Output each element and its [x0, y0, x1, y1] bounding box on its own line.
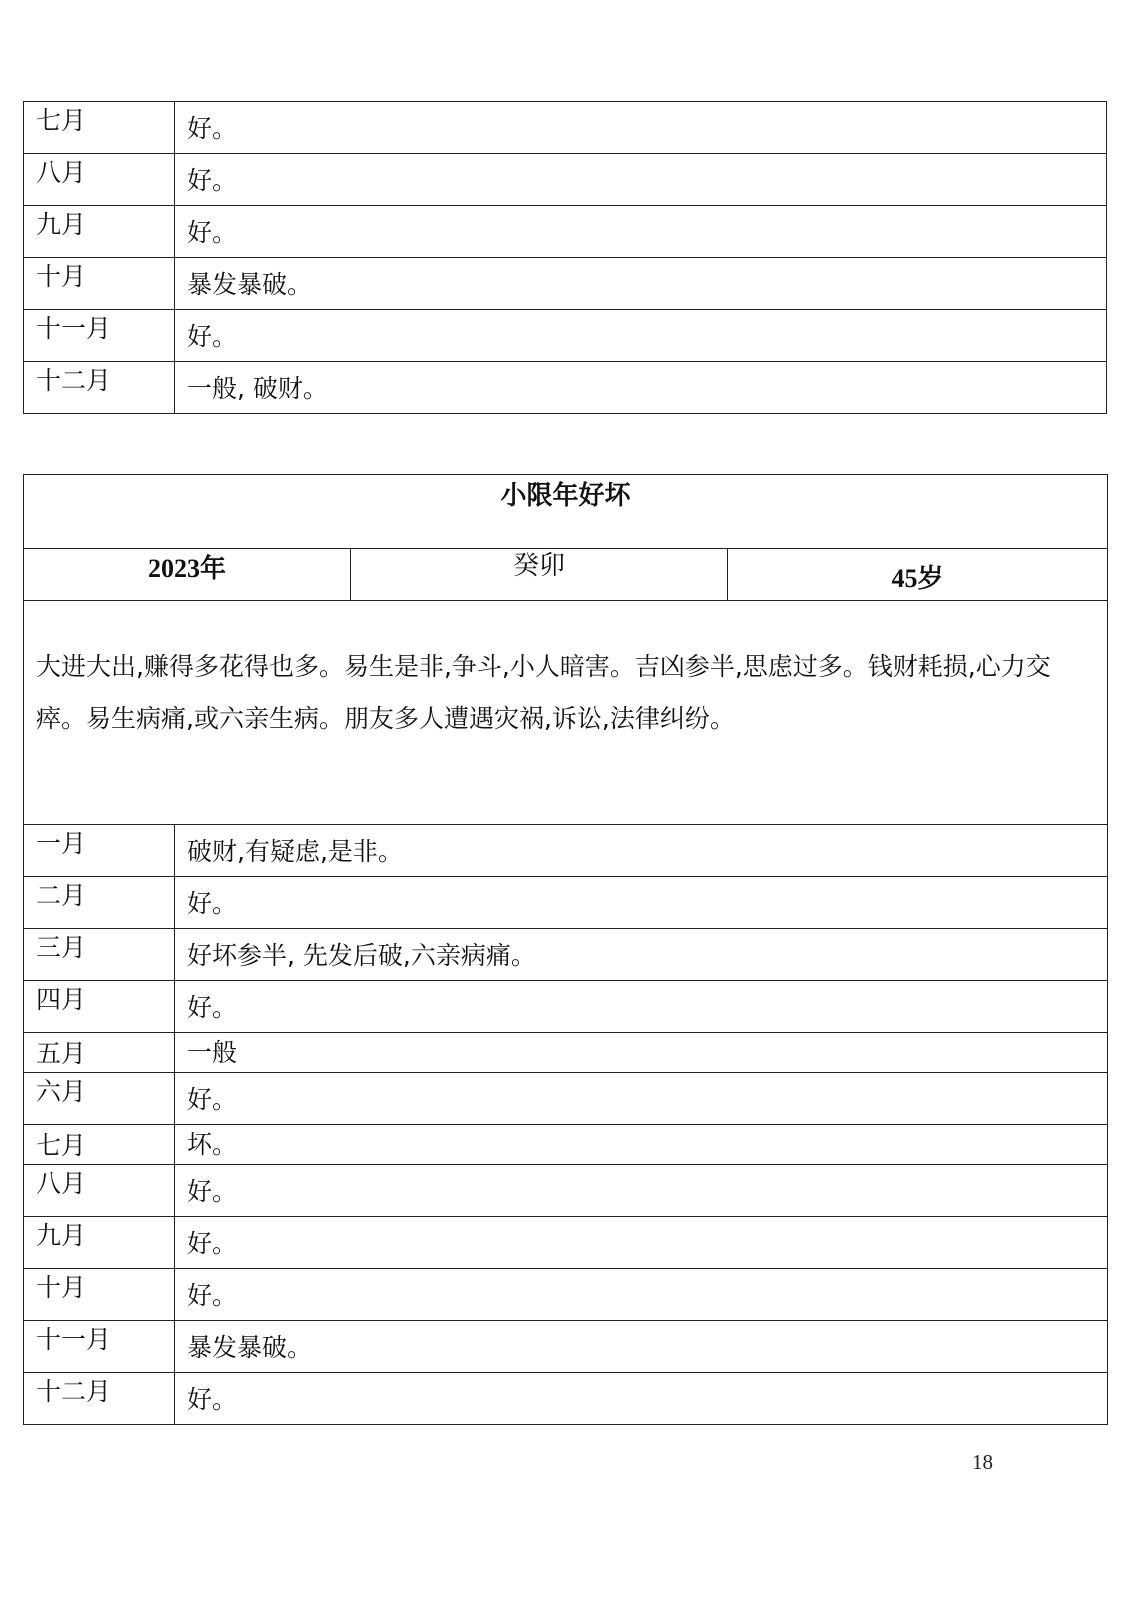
- month-fortune-text: 好。: [175, 102, 1107, 154]
- month-label: 九月: [24, 206, 175, 258]
- table-row: [24, 825, 1108, 877]
- age-label: 45岁: [728, 549, 1108, 601]
- table-row: [24, 1125, 1108, 1165]
- month-label: 一月: [24, 825, 175, 877]
- month-label: 五月: [24, 1033, 175, 1073]
- table-row: [24, 206, 1107, 258]
- table-row: [24, 1217, 1108, 1269]
- summary-row: [24, 601, 1108, 825]
- yearly-fortune-table: [23, 474, 1108, 1425]
- month-label: 十一月: [24, 1321, 175, 1373]
- month-fortune-text: 好。: [175, 310, 1107, 362]
- table-row: [24, 154, 1107, 206]
- month-fortune-text: 好。: [175, 877, 1108, 929]
- monthly-fortune-table-top: [23, 101, 1107, 414]
- month-label: 七月: [24, 1125, 175, 1165]
- table-row: [24, 102, 1107, 154]
- month-label: 六月: [24, 1073, 175, 1125]
- month-fortune-text: 暴发暴破。: [175, 258, 1107, 310]
- month-fortune-text: 坏。: [175, 1125, 1108, 1165]
- month-label: 二月: [24, 877, 175, 929]
- table-row: [24, 310, 1107, 362]
- table-row: [24, 1373, 1108, 1425]
- month-label: 十月: [24, 258, 175, 310]
- table-row: [24, 258, 1107, 310]
- month-fortune-text: 好。: [175, 206, 1107, 258]
- month-label: 十二月: [24, 1373, 175, 1425]
- month-label: 八月: [24, 154, 175, 206]
- year-label: 2023年: [24, 549, 351, 601]
- month-label: 十一月: [24, 310, 175, 362]
- page-number: 18: [972, 1450, 993, 1474]
- table-row: [24, 1321, 1108, 1373]
- table-row: [24, 1033, 1108, 1073]
- ganzhi-label: 癸卯: [351, 549, 728, 601]
- table-row: [24, 877, 1108, 929]
- month-fortune-text: 好。: [175, 1217, 1108, 1269]
- year-header-row: [24, 549, 1108, 601]
- month-label: 十月: [24, 1269, 175, 1321]
- table-row: [24, 929, 1108, 981]
- month-fortune-text: 破财,有疑虑,是非。: [175, 825, 1108, 877]
- month-label: 十二月: [24, 362, 175, 414]
- table-title: 小限年好坏: [24, 475, 1108, 549]
- table-row: [24, 362, 1107, 414]
- month-fortune-text: 好。: [175, 1373, 1108, 1425]
- month-label: 七月: [24, 102, 175, 154]
- month-label: 三月: [24, 929, 175, 981]
- month-fortune-text: 一般: [175, 1033, 1108, 1073]
- title-row: [24, 475, 1108, 549]
- month-fortune-text: 好。: [175, 1269, 1108, 1321]
- table-row: [24, 1073, 1108, 1125]
- month-fortune-text: 好。: [175, 154, 1107, 206]
- month-fortune-text: 好。: [175, 981, 1108, 1033]
- month-label: 四月: [24, 981, 175, 1033]
- table-row: [24, 981, 1108, 1033]
- year-summary-text: 大进大出,赚得多花得也多。易生是非,争斗,小人暗害。吉凶参半,思虑过多。钱财耗损,心力交瘁。易生病痛,或六亲生病。朋友多人遭遇灾祸,诉讼,法律纠纷。: [24, 601, 1108, 825]
- month-fortune-text: 好坏参半, 先发后破,六亲病痛。: [175, 929, 1108, 981]
- month-fortune-text: 好。: [175, 1165, 1108, 1217]
- table-row: [24, 1165, 1108, 1217]
- month-fortune-text: 暴发暴破。: [175, 1321, 1108, 1373]
- month-label: 九月: [24, 1217, 175, 1269]
- table-row: [24, 1269, 1108, 1321]
- month-fortune-text: 一般, 破财。: [175, 362, 1107, 414]
- month-fortune-text: 好。: [175, 1073, 1108, 1125]
- month-label: 八月: [24, 1165, 175, 1217]
